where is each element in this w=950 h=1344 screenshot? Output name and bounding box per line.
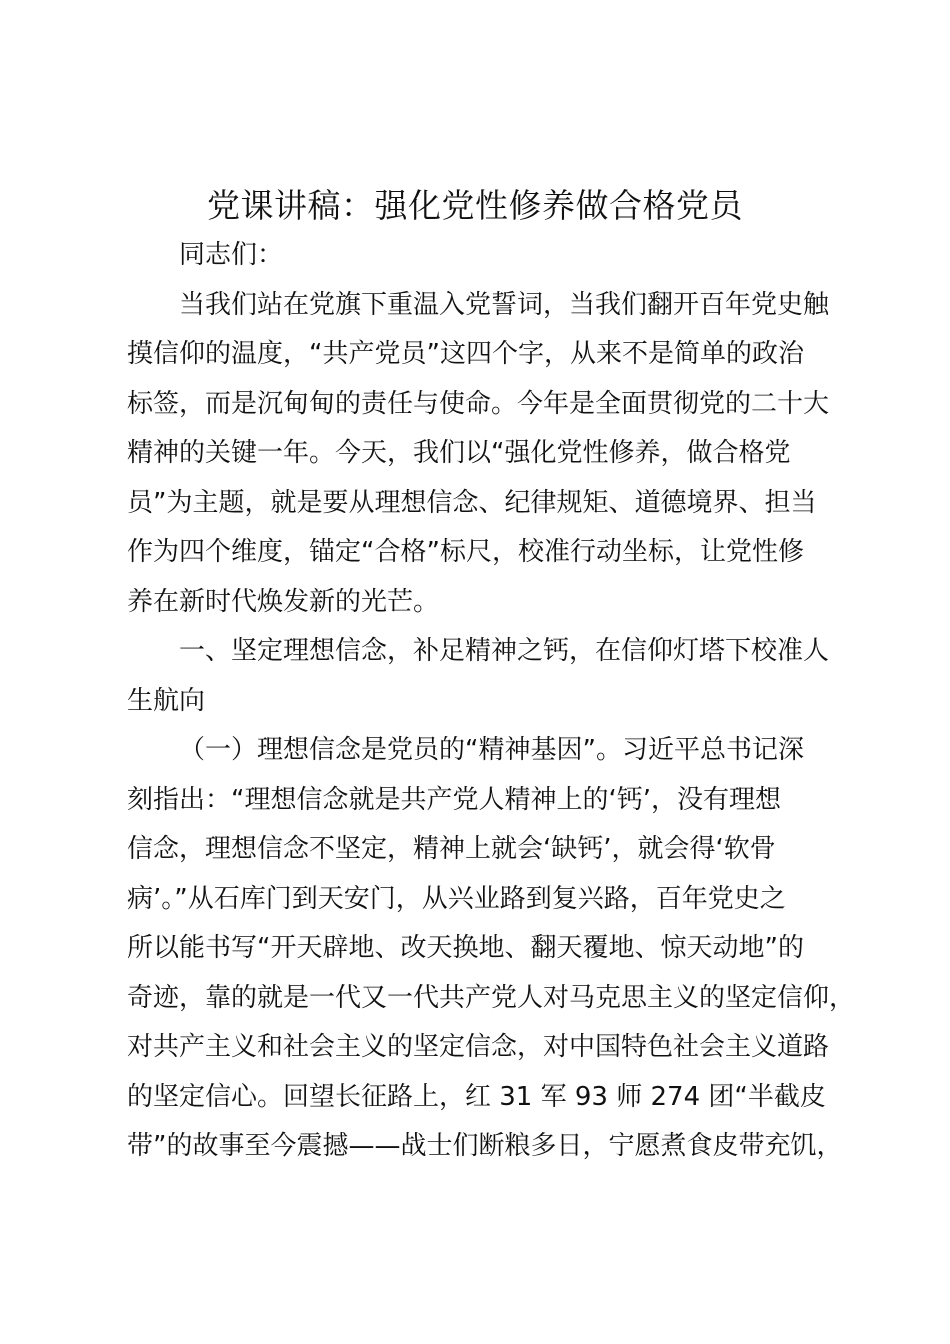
paragraph-line: 所以能书写“开天辟地、改天换地、翻天覆地、惊天动地”的 bbox=[127, 933, 804, 963]
paragraph-line: （一）理想信念是党员的“精神基因”。习近平总书记深 bbox=[179, 735, 804, 765]
paragraph-line: 精神的关键一年。今天，我们以“强化党性修养，做合格党 bbox=[127, 438, 791, 468]
salutation: 同志们： bbox=[179, 240, 284, 270]
paragraph-line: 摸信仰的温度，“共产党员”这四个字，从来不是简单的政治 bbox=[127, 339, 804, 369]
paragraph-intro bbox=[127, 281, 847, 628]
paragraph-line: 病’。”从石库门到天安门，从兴业路到复兴路，百年党史之 bbox=[127, 883, 786, 914]
paragraph-one bbox=[127, 726, 856, 1172]
paragraph-line: 养在新时代焕发新的光芒。 bbox=[127, 586, 440, 617]
paragraph-line: 刻指出：“理想信念就是共产党人精神上的‘钙’，没有理想 bbox=[127, 784, 781, 815]
paragraph-line: 带”的故事至今震撼——战士们断粮多日，宁愿煮食皮带充饥， bbox=[127, 1131, 843, 1161]
heading-line: 生航向 bbox=[127, 685, 206, 716]
heading-line: 一、坚定理想信念，补足精神之钙，在信仰灯塔下校准人 bbox=[179, 636, 830, 666]
paragraph-line: 对共产主义和社会主义的坚定信念，对中国特色社会主义道路 bbox=[127, 1032, 830, 1062]
paragraph-line: 标签，而是沉甸甸的责任与使命。今年是全面贯彻党的二十大 bbox=[127, 388, 830, 419]
paragraph-line: 员”为主题，就是要从理想信念、纪律规矩、道德境界、担当 bbox=[127, 487, 817, 518]
section-heading-one bbox=[127, 627, 847, 726]
paragraph-line: 奇迹，靠的就是一代又一代共产党人对马克思主义的坚定信仰， bbox=[127, 982, 856, 1013]
paragraph-line: 当我们站在党旗下重温入党誓词，当我们翻开百年党史触 bbox=[179, 289, 830, 320]
document-title: 党课讲稿：强化党性修养做合格党员 bbox=[207, 186, 743, 225]
paragraph-line: 作为四个维度，锚定“合格”标尺，校准行动坐标，让党性修 bbox=[127, 537, 804, 567]
paragraph-line: 信念，理想信念不坚定，精神上就会‘缺钙’，就会得‘软骨 bbox=[127, 834, 776, 864]
paragraph-line: 的坚定信心。回望长征路上，红 31 军 93 师 274 团“半截皮 bbox=[127, 1081, 826, 1112]
document-body bbox=[127, 231, 856, 1172]
